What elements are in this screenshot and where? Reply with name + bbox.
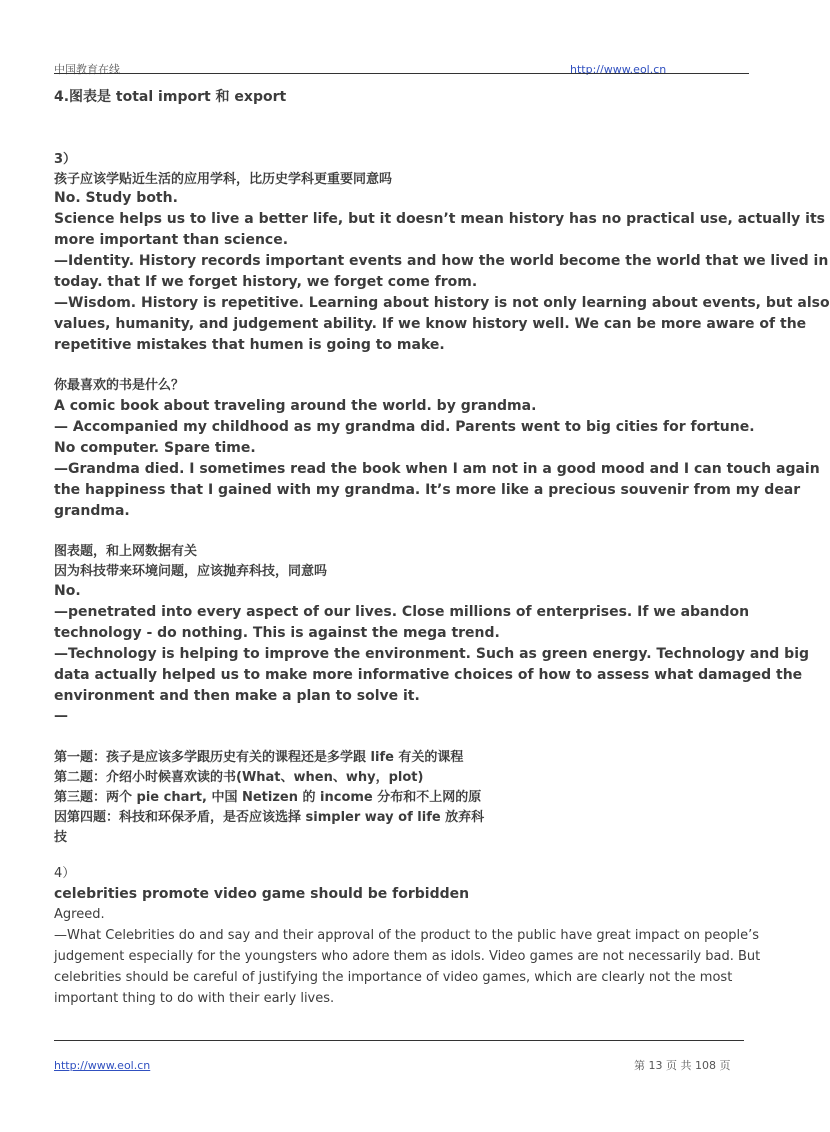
q1-line: —Identity. History records important events and how the world become the world that we lived in: [54, 253, 829, 269]
header-right-link[interactable]: http://www.eol.cn: [570, 63, 667, 76]
section3-label: 3）: [54, 152, 77, 167]
summary-line: 第一题：孩子是应该多学跟历史有关的课程还是多学跟 life 有关的课程: [54, 750, 464, 765]
section4-line: celebrities should be careful of justifying the importance of video games, which are clearly not the most: [54, 970, 733, 985]
q1-line: more important than science.: [54, 232, 289, 248]
q2-line: A comic book about traveling around the world. by grandma.: [54, 398, 537, 414]
q3-line: —Technology is helping to improve the environment. Such as green energy. Technology and big: [54, 646, 810, 662]
q2-line: —Grandma died. I sometimes read the book when I am not in a good mood and I can touch again: [54, 461, 820, 477]
q3-line: technology - do nothing. This is against the mega trend.: [54, 625, 500, 641]
header-rule: [54, 73, 749, 74]
section4-line: Agreed.: [54, 907, 105, 922]
header-left-text: 中国教育在线: [54, 63, 120, 76]
q1-line: Science helps us to live a better life, but it doesn’t mean history has no practical use, actually its: [54, 211, 825, 227]
q3-line: —penetrated into every aspect of our lives. Close millions of enterprises. If we abandon: [54, 604, 750, 620]
q2-line: No computer. Spare time.: [54, 440, 256, 456]
q3-line: No.: [54, 583, 81, 599]
footer-page-number: 第 13 页 共 108 页: [634, 1059, 731, 1072]
q3-line: —: [54, 708, 68, 724]
summary-line: 第三题：两个 pie chart, 中国 Netizen 的 income 分布和不上网的原: [54, 790, 482, 805]
section4-label: 4）: [54, 866, 76, 881]
q1-line: values, humanity, and judgement ability. If we know history well. We can be more aware of the: [54, 316, 807, 332]
q3-line: environment and then make a plan to solve it.: [54, 688, 420, 704]
footer-rule: [54, 1040, 744, 1041]
q1-line: —Wisdom. History is repetitive. Learning about history is not only learning about events, but also: [54, 295, 830, 311]
q1-line: repetitive mistakes that humen is going to make.: [54, 337, 445, 353]
q2-line: the happiness that I gained with my grandma. It’s more like a precious souvenir from my dear: [54, 482, 801, 498]
footer-link[interactable]: http://www.eol.cn: [54, 1059, 151, 1072]
summary-line: 因第四题：科技和环保矛盾，是否应该选择 simpler way of life 放弃科: [54, 810, 485, 825]
page-heading: 4.图表是 total import 和 export: [54, 89, 287, 105]
q1-line: today. that If we forget history, we forget come from.: [54, 274, 478, 290]
q2-line: — Accompanied my childhood as my grandma did. Parents went to big cities for fortune.: [54, 419, 755, 435]
q3-chart-note: 图表题，和上网数据有关: [54, 544, 198, 559]
section4-line: judgement especially for the youngsters who adore them as idols. Video games are not necessarily bad. But: [54, 949, 761, 964]
q1-question: 孩子应该学贴近生活的应用学科，比历史学科更重要同意吗: [54, 172, 393, 187]
summary-line: 技: [54, 830, 68, 845]
q2-question: 你最喜欢的书是什么？: [54, 378, 185, 393]
q3-question: 因为科技带来环境问题，应该抛弃科技，同意吗: [54, 564, 328, 579]
q3-line: data actually helped us to make more informative choices of how to assess what damaged the: [54, 667, 803, 683]
q2-line: grandma.: [54, 503, 130, 519]
q1-line: No. Study both.: [54, 190, 178, 206]
section4-line: important thing to do with their early lives.: [54, 991, 335, 1006]
section4-line: —What Celebrities do and say and their approval of the product to the public have great impact on people’s: [54, 928, 760, 943]
summary-line: 第二题：介绍小时候喜欢读的书(What、when、why，plot): [54, 770, 424, 785]
section4-title: celebrities promote video game should be forbidden: [54, 886, 470, 902]
